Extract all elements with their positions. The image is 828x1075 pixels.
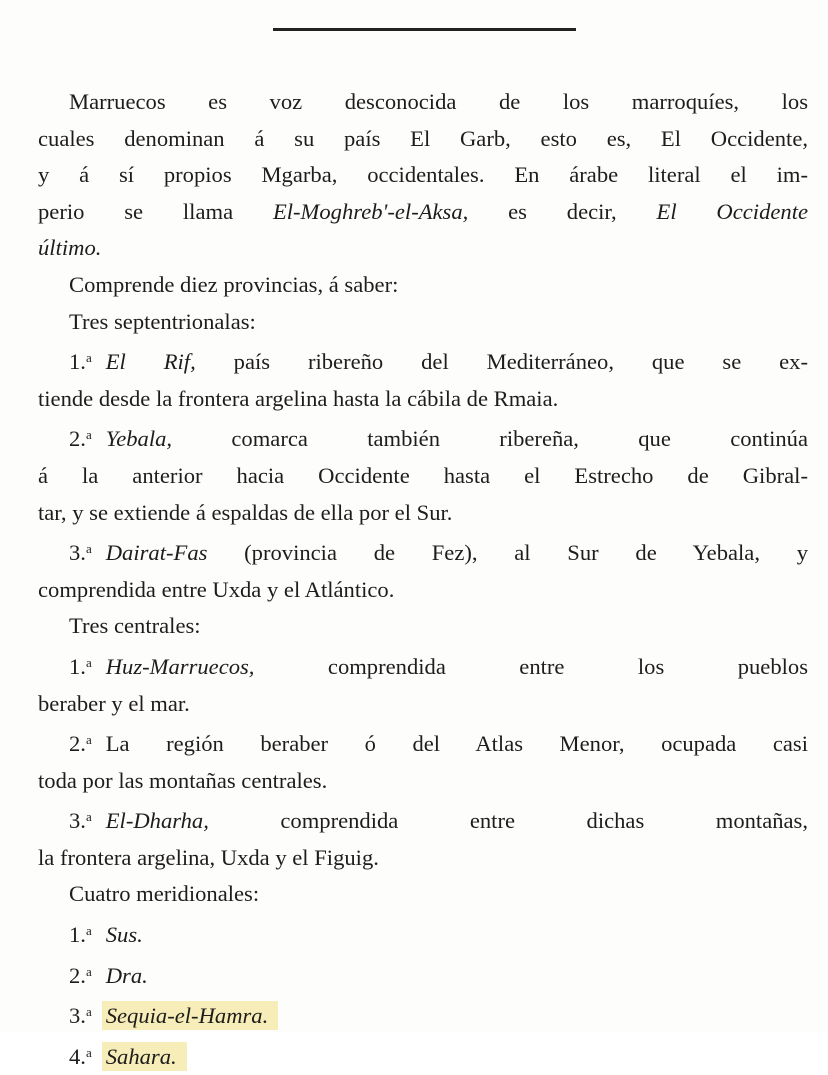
- province-line: tiende desde la frontera argelina hasta la cábila de Rmaia.: [38, 385, 559, 411]
- number-text: 3.: [69, 1003, 86, 1029]
- province-item: [38, 531, 808, 608]
- province-line: [38, 417, 808, 458]
- province-number: [69, 799, 92, 840]
- number-text: 1.: [69, 653, 86, 679]
- number-text: 3.: [69, 808, 86, 834]
- province-desc: La región beraber ó del Atlas Menor, ocupada casi: [105, 731, 808, 757]
- ordinal-mark: a: [85, 923, 92, 939]
- number-text: 1.: [69, 922, 86, 948]
- province-line: [38, 799, 808, 840]
- province-item: [38, 722, 808, 799]
- province-line: [38, 954, 808, 995]
- ordinal-mark: a: [85, 963, 92, 979]
- province-item: [38, 417, 808, 531]
- ordinal-mark: a: [85, 809, 92, 825]
- ordinal-mark: a: [85, 427, 92, 443]
- province-line: [38, 645, 808, 686]
- province-desc: (provincia de Fez), al Sur de Yebala, y: [207, 540, 808, 566]
- intro-text: es decir,: [468, 198, 657, 224]
- section-heading-septentrionales: Tres septentrionalas:: [69, 308, 256, 334]
- province-number: [69, 645, 92, 686]
- intro-italic: El-Moghreb'-el-Aksa,: [272, 198, 469, 224]
- province-name: El Rif,: [105, 349, 196, 375]
- number-text: 2.: [69, 962, 86, 988]
- province-name: El-Dharha,: [105, 808, 209, 834]
- province-name: Yebala,: [105, 426, 173, 452]
- ordinal-mark: a: [85, 732, 92, 748]
- ordinal-mark: a: [85, 654, 92, 670]
- ordinal-mark: a: [85, 350, 92, 366]
- province-name: Dairat-Fas: [105, 540, 208, 566]
- ordinal-mark: a: [85, 541, 92, 557]
- province-number: [69, 531, 92, 572]
- intro-line: y á sí propios Mgarba, occidentales. En árabe literal el im-: [38, 162, 808, 188]
- province-name: Sus.: [105, 922, 143, 948]
- page-text: [38, 84, 808, 1075]
- province-number: [69, 994, 92, 1035]
- number-text: 2.: [69, 731, 86, 757]
- ordinal-mark: a: [85, 1044, 92, 1060]
- province-item: [38, 645, 808, 722]
- province-desc: comprendida entre los pueblos: [254, 653, 808, 679]
- section-heading-meridionales: Cuatro meridionales:: [69, 881, 260, 907]
- intro-text: perio se llama: [38, 198, 273, 224]
- province-line: [38, 1035, 808, 1075]
- intro-italic: último.: [38, 235, 102, 261]
- province-item: [38, 799, 808, 876]
- number-text: 1.: [69, 349, 86, 375]
- province-line: comprendida entre Uxda y el Atlántico.: [38, 576, 395, 602]
- province-line: la frontera argelina, Uxda y el Figuig.: [38, 844, 379, 870]
- ordinal-mark: a: [85, 1004, 92, 1020]
- province-desc: comprendida entre dichas montañas,: [208, 808, 808, 834]
- highlighted-province-name: Sequia-el-Hamra.: [102, 1001, 279, 1030]
- header-rule: [273, 28, 576, 31]
- province-line: [38, 722, 808, 763]
- intro-paragraph: [38, 84, 808, 267]
- province-line: [38, 913, 808, 954]
- section-heading-centrales: Tres centrales:: [69, 613, 201, 639]
- number-text: 2.: [69, 426, 86, 452]
- intro-line: Marruecos es voz desconocida de los marroquíes, los: [69, 89, 808, 114]
- province-line: toda por las montañas centrales.: [38, 767, 328, 793]
- province-line: beraber y el mar.: [38, 690, 190, 716]
- number-text: 4.: [69, 1043, 86, 1069]
- province-number: [69, 1035, 92, 1075]
- province-line: á la anterior hacia Occidente hasta el Estrecho de Gibral-: [38, 462, 808, 488]
- province-line: tar, y se extiende á espaldas de ella por el Sur.: [38, 499, 453, 525]
- province-name: Dra.: [105, 962, 148, 988]
- intro-line: cuales denominan á su país El Garb, esto es, El Occidente,: [38, 125, 808, 151]
- province-line: [38, 994, 808, 1035]
- intro-italic: El Occidente: [656, 198, 809, 224]
- province-number: [69, 417, 92, 458]
- intro-line: [38, 230, 808, 267]
- province-number: [69, 954, 92, 995]
- province-name: Huz-Marruecos,: [105, 653, 255, 679]
- intro-line: [38, 194, 808, 231]
- province-line: [38, 340, 808, 381]
- province-number: [69, 340, 92, 381]
- province-number: [69, 722, 92, 763]
- province-item: [38, 340, 808, 417]
- number-text: 3.: [69, 540, 86, 566]
- province-desc: comarca también ribereña, que continúa: [172, 426, 808, 452]
- highlighted-province-name: Sahara.: [102, 1042, 187, 1071]
- province-line: [38, 531, 808, 572]
- province-desc: país ribereño del Mediterráneo, que se ex-: [195, 349, 808, 375]
- province-number: [69, 913, 92, 954]
- comprende-line: Comprende diez provincias, á saber:: [69, 271, 399, 297]
